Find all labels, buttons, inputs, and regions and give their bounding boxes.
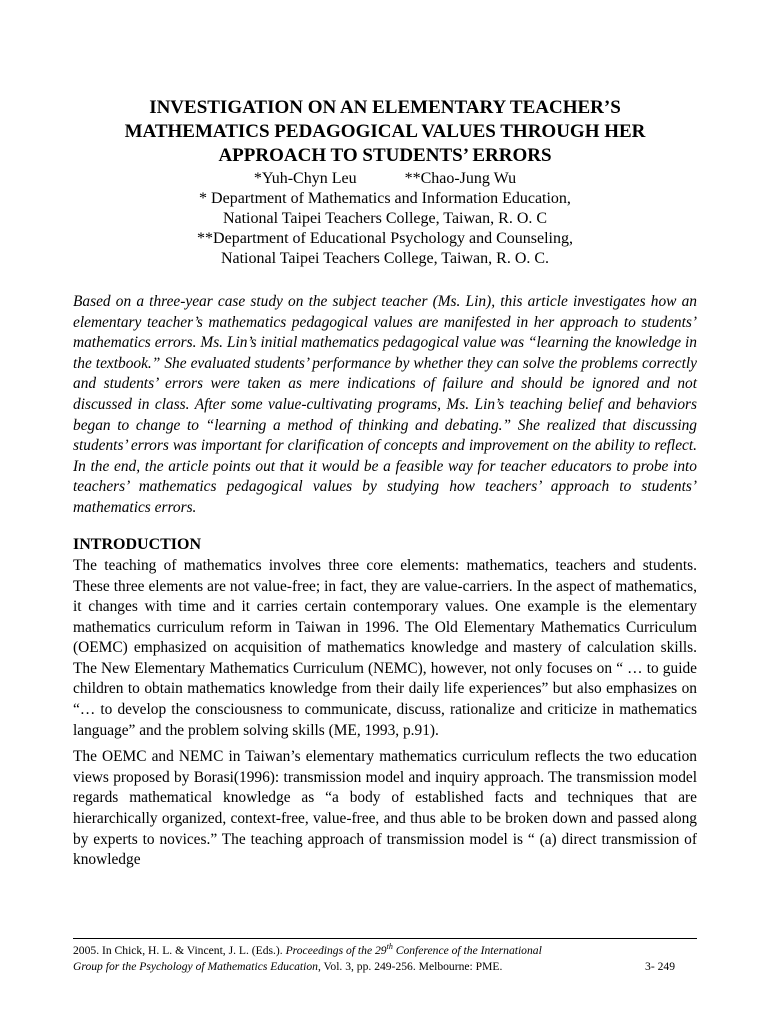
page-number: 3- 249	[645, 960, 675, 973]
ordinal-suffix: th	[386, 942, 393, 952]
footer-citation-line-1	[73, 943, 697, 959]
author-names	[73, 169, 697, 189]
title-line-1: INVESTIGATION ON AN ELEMENTARY TEACHER’S	[149, 97, 621, 118]
footer-citation-line-2	[73, 959, 697, 975]
section-heading-introduction: INTRODUCTION	[73, 535, 202, 553]
affiliation-1-line-2: National Taipei Teachers College, Taiwan, R. O. C	[222, 210, 548, 227]
author-2: **Chao-Jung Wu	[404, 170, 517, 187]
intro-paragraph-2: The OEMC and NEMC in Taiwan’s elementary mathematics curriculum reflects the two education views proposed by Borasi(1996): transmission model and inquiry approach. The transmission model regards mathematical knowledge as “a body of established facts and techniques that are hierarchically organized, context-free, value-free, and thus able to be broken down and passed along by experts to novices.” The teaching approach of transmission model is “ (a) direct transmission of knowledge	[73, 748, 697, 869]
page-footer	[73, 938, 697, 975]
group-name: Group for the Psychology of Mathematics Education	[73, 960, 318, 973]
proceedings-part-1: Proceedings of the 29	[285, 944, 387, 957]
title-line-2: MATHEMATICS PEDAGOGICAL VALUES THROUGH HER	[124, 121, 646, 142]
paper-page	[73, 96, 697, 871]
paper-title	[73, 96, 697, 168]
affiliation-2-line-2: National Taipei Teachers College, Taiwan, R. O. C.	[220, 250, 550, 267]
citation-rest: , Vol. 3, pp. 249-256. Melbourne: PME.	[317, 960, 503, 973]
author-block	[73, 169, 697, 269]
affiliation-2: **Department of Educational Psychology and Counseling,	[197, 230, 573, 247]
affiliation-1: * Department of Mathematics and Information Education,	[199, 190, 571, 207]
citation-prefix: 2005. In Chick, H. L. & Vincent, J. L. (Eds.).	[73, 944, 286, 957]
abstract: Based on a three-year case study on the subject teacher (Ms. Lin), this article investigates how an elementary teacher’s mathematics pedagogical values are manifested in her approach to students’ mathematics errors. Ms. Lin’s initial mathematics pedagogical value was “learning the knowledge in the textbook.” She evaluated students’ performance by whether they can solve the problems correctly and students’ errors were taken as mere indications of failure and should be ignored and not discussed in class. After some value-cultivating programs, Ms. Lin’s teaching belief and behaviors began to change to “learning a method of thinking and debating.” She realized that discussing students’ errors was important for clarification of concepts and improvement on the ability to reflect. In the end, the article points out that it would be a feasible way for teacher educators to probe into teachers’ mathematics pedagogical values by studying how teachers’ approach to students’ mathematics errors.	[73, 293, 697, 516]
proceedings-title	[286, 944, 542, 957]
author-1: *Yuh-Chyn Leu	[253, 170, 357, 187]
proceedings-part-2: Conference of the International	[392, 944, 542, 957]
title-line-3: APPROACH TO STUDENTS’ ERRORS	[218, 145, 552, 166]
intro-paragraph-1: The teaching of mathematics involves three core elements: mathematics, teachers and students. These three elements are not value-free; in fact, they are value-carriers. In the aspect of mathematics, it changes with time and it carries certain contemporary values. One example is the elementary mathematics curriculum reform in Taiwan in 1996. The Old Elementary Mathematics Curriculum (OEMC) emphasized on acquisition of mathematics knowledge and mastery of calculation skills. The New Elementary Mathematics Curriculum (NEMC), however, not only focuses on “ … to guide children to obtain mathematics knowledge from their daily life experiences” but also emphasizes on “… to develop the consciousness to communicate, discuss, rationalize and criticize in mathematics language” and the problem solving skills (ME, 1993, p.91).	[73, 556, 697, 739]
